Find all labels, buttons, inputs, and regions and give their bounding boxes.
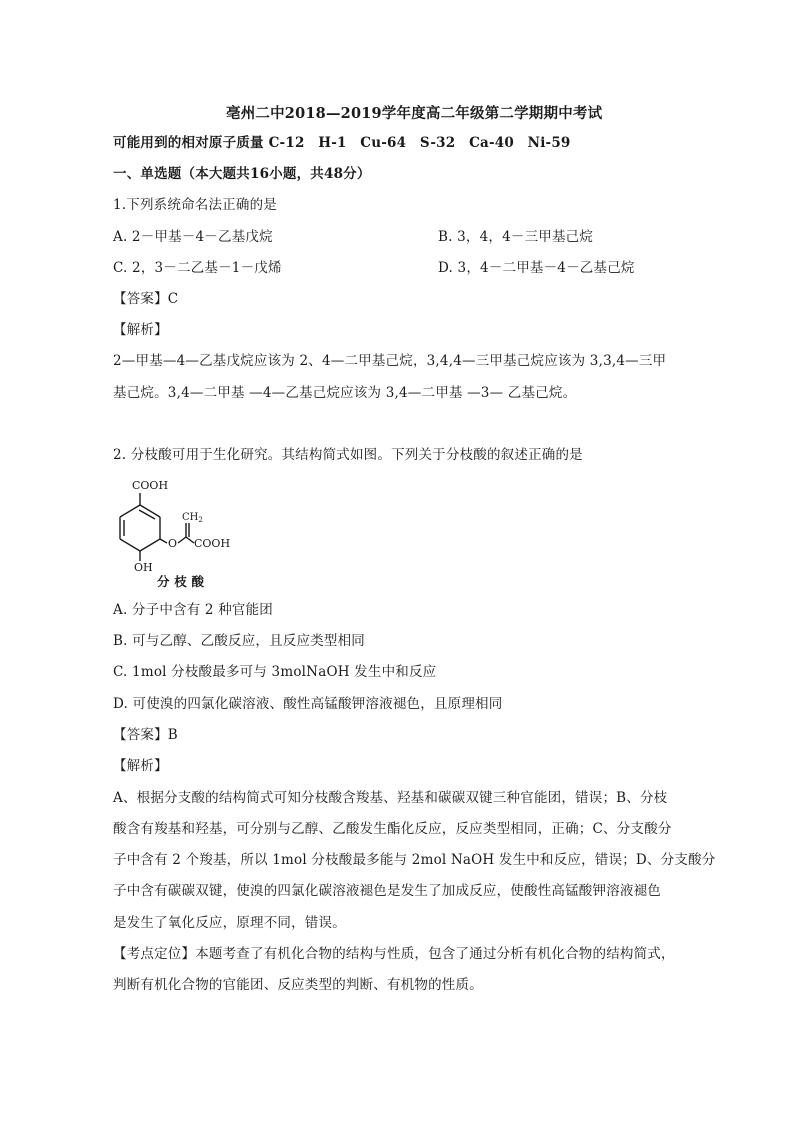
question-2-analysis-line: 是发生了氧化反应，原理不同，错误。 <box>113 915 346 931</box>
structure-label-subscript-2: 2 <box>198 516 203 524</box>
question-1-option-d: D. 3，4－二甲基－4－乙基己烷 <box>438 260 635 276</box>
question-2-analysis-line: 子中含有 2 个羧基，所以 1mol 分枝酸最多能与 2mol NaOH 发生中和反应，错误；D、分支酸分 <box>113 852 716 868</box>
section-heading: 一、单选题（本大题共16小题，共48分） <box>113 166 371 182</box>
question-2-option-d: D. 可使溴的四氯化碳溶液、酸性高锰酸钾溶液褪色，且原理相同 <box>113 696 503 712</box>
question-2-analysis-line: 酸含有羧基和羟基，可分别与乙醇、乙酸发生酯化反应，反应类型相同，正确；C、分支酸分 <box>113 821 672 837</box>
question-2-analysis-label: 【解析】 <box>113 758 168 774</box>
structure-label-ch: CH <box>182 512 199 523</box>
question-1-analysis-line: 2—甲基—4—乙基戊烷应该为 2、4—二甲基己烷，3,4,4—三甲基己烷应该为 3,3,4—三甲 <box>113 353 667 369</box>
atomic-mass-note: 可能用到的相对原子质量 C-12 H-1 Cu-64 S-32 Ca-40 Ni-59 <box>113 135 571 151</box>
structure-label-cooh-side: COOH <box>194 537 231 550</box>
question-2-option-b: B. 可与乙醇、乙酸反应，且反应类型相同 <box>113 633 366 649</box>
exam-title: 亳州二中2018—2019学年度高二年级第二学期期中考试 <box>226 105 603 122</box>
question-1-option-c: C. 2，3－二乙基－1－戊烯 <box>113 260 282 276</box>
question-1-analysis-label: 【解析】 <box>113 322 168 338</box>
structure-label-oxygen: O <box>168 537 178 550</box>
structure-label-cooh-top: COOH <box>132 479 169 492</box>
question-1-answer: 【答案】C <box>113 291 179 307</box>
question-2-kaodian-line: 【考点定位】本题考查了有机化合物的结构与性质，包含了通过分析有机化合物的结构简式， <box>113 946 675 962</box>
question-2-analysis-line: A、根据分支酸的结构简式可知分枝酸含羧基、羟基和碳碳双键三种官能团，错误；B、分枝 <box>113 790 668 806</box>
structure-caption: 分 枝 酸 <box>157 574 205 589</box>
question-2-kaodian-line: 判断有机化合物的官能团、反应类型的判断、有机物的性质。 <box>113 977 483 993</box>
question-2-option-a: A. 分子中含有 2 种官能团 <box>113 602 274 618</box>
question-1-analysis-line: 基己烷。3,4—二甲基 —4—乙基己烷应该为 3,4—二甲基 —3— 乙基己烷。 <box>113 385 577 401</box>
question-1-stem: 1.下列系统命名法正确的是 <box>113 197 277 213</box>
question-1-option-b: B. 3，4，4－三甲基己烷 <box>438 229 594 245</box>
question-2-analysis-line: 子中含有碳碳双键，使溴的四氯化碳溶液褪色是发生了加成反应，使酸性高锰酸钾溶液褪色 <box>113 883 661 899</box>
question-2-stem: 2. 分枝酸可用于生化研究。其结构简式如图。下列关于分枝酸的叙述正确的是 <box>113 447 583 463</box>
question-2-option-c: C. 1mol 分枝酸最多可与 3molNaOH 发生中和反应 <box>113 664 437 680</box>
branched-acid-structure <box>112 475 252 585</box>
structure-label-oh: OH <box>134 561 153 574</box>
question-1-option-a: A. 2－甲基－4－乙基戊烷 <box>113 229 273 245</box>
question-2-answer: 【答案】B <box>113 727 178 743</box>
structure-label-ch2 <box>182 512 203 524</box>
